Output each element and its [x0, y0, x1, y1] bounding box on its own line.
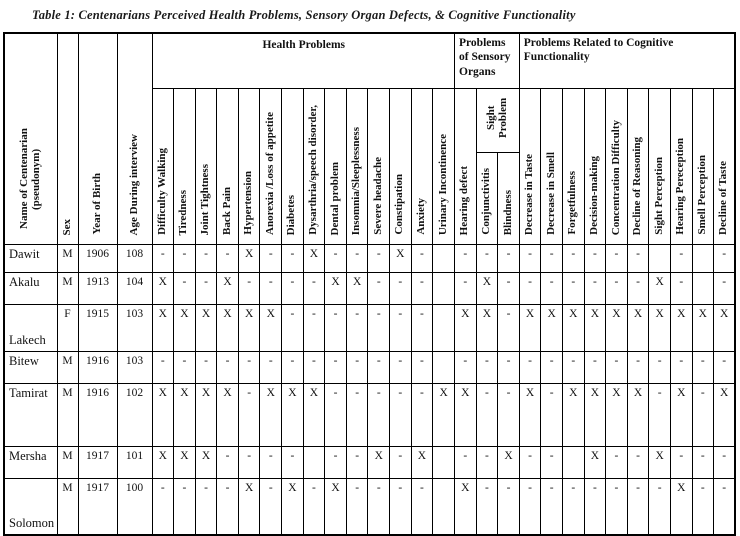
- name-cell: Solomon: [4, 479, 57, 535]
- mark-cell: -: [714, 245, 736, 273]
- mark-cell: X: [238, 245, 260, 273]
- mark-cell: -: [282, 273, 304, 305]
- mark-cell: X: [519, 305, 541, 352]
- mark-cell: -: [692, 384, 714, 447]
- mark-cell: -: [714, 447, 736, 479]
- age-cell: 108: [117, 245, 152, 273]
- mark-cell: X: [411, 447, 433, 479]
- mark-cell: -: [519, 447, 541, 479]
- table-row-dawit: [4, 245, 735, 273]
- mark-cell: -: [260, 479, 282, 535]
- age-cell: 103: [117, 352, 152, 384]
- mark-cell: -: [346, 479, 368, 535]
- mark-cell: [433, 352, 455, 384]
- mark-cell: -: [282, 447, 304, 479]
- sex-cell: F: [57, 305, 78, 352]
- mark-cell: -: [584, 352, 606, 384]
- mark-cell: -: [174, 273, 196, 305]
- mark-cell: -: [714, 479, 736, 535]
- mark-cell: -: [368, 384, 390, 447]
- mark-cell: X: [606, 305, 628, 352]
- mark-cell: X: [325, 479, 347, 535]
- group-header-row: [4, 33, 735, 89]
- column-header-constipation: Constipation: [390, 89, 412, 245]
- mark-cell: X: [238, 305, 260, 352]
- mark-cell: -: [584, 273, 606, 305]
- mark-cell: X: [692, 305, 714, 352]
- mark-cell: -: [627, 479, 649, 535]
- column-header-concentration-difficulty: Concentration Difficulty: [606, 89, 628, 245]
- mark-cell: X: [152, 384, 174, 447]
- mark-cell: -: [325, 305, 347, 352]
- mark-cell: -: [411, 245, 433, 273]
- mark-cell: -: [217, 447, 239, 479]
- sex-cell: M: [57, 479, 78, 535]
- mark-cell: -: [627, 273, 649, 305]
- mark-cell: -: [368, 273, 390, 305]
- mark-cell: X: [152, 273, 174, 305]
- mark-cell: -: [152, 245, 174, 273]
- mark-cell: X: [303, 245, 325, 273]
- mark-cell: -: [368, 305, 390, 352]
- mark-cell: X: [476, 273, 498, 305]
- column-header-difficulty-walking: Difficulty Walking: [152, 89, 174, 245]
- mark-cell: -: [282, 305, 304, 352]
- column-header-hearing-pereception: Hearing Pereception: [670, 89, 692, 245]
- column-header-conjunctivitis: Conjunctivitis: [476, 153, 498, 245]
- mark-cell: -: [606, 447, 628, 479]
- mark-cell: X: [541, 305, 563, 352]
- mark-cell: -: [455, 352, 477, 384]
- column-header-anorexia-loss-of-appetite: Anorexia /Loss of appetite: [260, 89, 282, 245]
- column-header-joint-tightness: Joint Tightness: [195, 89, 217, 245]
- mark-cell: -: [303, 305, 325, 352]
- column-header-decision-making: Decision-making: [584, 89, 606, 245]
- column-header-dental-problem: Dental problem: [325, 89, 347, 245]
- mark-cell: -: [692, 352, 714, 384]
- mark-cell: -: [649, 352, 671, 384]
- mark-cell: -: [282, 245, 304, 273]
- mark-cell: -: [411, 479, 433, 535]
- mark-cell: X: [346, 273, 368, 305]
- table-row-tamirat: [4, 384, 735, 447]
- mark-cell: [303, 447, 325, 479]
- column-header-hearing-defect: Hearing defect: [455, 89, 477, 245]
- mark-cell: -: [346, 447, 368, 479]
- mark-cell: -: [390, 305, 412, 352]
- mark-cell: -: [714, 273, 736, 305]
- table-row-akalu: [4, 273, 735, 305]
- group-header-health-problems: Health Problems: [152, 33, 455, 89]
- column-header-insomnia-sleeplessness: Insomnia/Sleeplessness: [346, 89, 368, 245]
- mark-cell: X: [217, 273, 239, 305]
- column-header-anxiety: Anxiety: [411, 89, 433, 245]
- mark-cell: X: [325, 273, 347, 305]
- year-of-birth-cell: 1913: [78, 273, 117, 305]
- mark-cell: -: [541, 273, 563, 305]
- mark-cell: [562, 447, 584, 479]
- mark-cell: -: [411, 352, 433, 384]
- mark-cell: -: [692, 479, 714, 535]
- column-header-sight-perception: Sight Perception: [649, 89, 671, 245]
- mark-cell: -: [195, 273, 217, 305]
- age-cell: 101: [117, 447, 152, 479]
- mark-cell: [649, 245, 671, 273]
- mark-cell: -: [368, 245, 390, 273]
- mark-cell: X: [562, 305, 584, 352]
- mark-cell: X: [174, 384, 196, 447]
- mark-cell: -: [390, 352, 412, 384]
- mark-cell: X: [498, 447, 520, 479]
- mark-cell: -: [346, 352, 368, 384]
- column-header-tiredness: Tiredness: [174, 89, 196, 245]
- column-header-age-during-interview: Age During interview: [117, 33, 152, 245]
- mark-cell: -: [670, 447, 692, 479]
- column-header-urinary-incontinence: Urinary Incontinence: [433, 89, 455, 245]
- mark-cell: -: [217, 245, 239, 273]
- mark-cell: -: [260, 352, 282, 384]
- name-cell: Dawit: [4, 245, 57, 273]
- mark-cell: X: [714, 384, 736, 447]
- mark-cell: -: [606, 273, 628, 305]
- mark-cell: -: [346, 245, 368, 273]
- column-header-decrease-in-taste: Decrease in Taste: [519, 89, 541, 245]
- mark-cell: -: [195, 245, 217, 273]
- mark-cell: -: [217, 352, 239, 384]
- mark-cell: -: [303, 273, 325, 305]
- mark-cell: X: [390, 245, 412, 273]
- group-header-cognitive-functionality: Problems Related to Cognitive Functionality: [519, 33, 735, 89]
- mark-cell: -: [606, 479, 628, 535]
- age-cell: 104: [117, 273, 152, 305]
- mark-cell: -: [303, 479, 325, 535]
- mark-cell: -: [303, 352, 325, 384]
- mark-cell: -: [498, 479, 520, 535]
- mark-cell: -: [627, 352, 649, 384]
- column-header-back-pain: Back Pain: [217, 89, 239, 245]
- mark-cell: X: [433, 384, 455, 447]
- mark-cell: -: [498, 384, 520, 447]
- mark-cell: -: [476, 447, 498, 479]
- column-header-blindness: Blindness: [498, 153, 520, 245]
- sex-cell: M: [57, 384, 78, 447]
- mark-cell: -: [541, 352, 563, 384]
- year-of-birth-cell: 1915: [78, 305, 117, 352]
- column-header-dysarthria-speech-disorder: Dysarthria/speech disorder,: [303, 89, 325, 245]
- mark-cell: -: [152, 352, 174, 384]
- mark-cell: -: [519, 245, 541, 273]
- table-row-solomon: [4, 479, 735, 535]
- age-cell: 102: [117, 384, 152, 447]
- column-header-diabetes: Diabetes: [282, 89, 304, 245]
- mark-cell: X: [174, 447, 196, 479]
- mark-cell: [433, 245, 455, 273]
- mark-cell: -: [649, 479, 671, 535]
- mark-cell: X: [670, 479, 692, 535]
- age-cell: 103: [117, 305, 152, 352]
- name-cell: Tamirat: [4, 384, 57, 447]
- mark-cell: X: [217, 384, 239, 447]
- mark-cell: -: [325, 352, 347, 384]
- mark-cell: X: [562, 384, 584, 447]
- name-cell: Akalu: [4, 273, 57, 305]
- mark-cell: -: [498, 245, 520, 273]
- mark-cell: -: [627, 447, 649, 479]
- year-of-birth-cell: 1906: [78, 245, 117, 273]
- mark-cell: X: [238, 479, 260, 535]
- mark-cell: X: [714, 305, 736, 352]
- column-header-decline-of-taste: Decline of Taste: [714, 89, 736, 245]
- mark-cell: -: [238, 447, 260, 479]
- mark-cell: -: [562, 479, 584, 535]
- mark-cell: -: [411, 305, 433, 352]
- mark-cell: -: [476, 479, 498, 535]
- mark-cell: -: [562, 245, 584, 273]
- mark-cell: -: [174, 352, 196, 384]
- mark-cell: X: [649, 273, 671, 305]
- table-row-bitew: [4, 352, 735, 384]
- mark-cell: -: [238, 352, 260, 384]
- mark-cell: -: [174, 479, 196, 535]
- mark-cell: -: [282, 352, 304, 384]
- mark-cell: X: [455, 479, 477, 535]
- name-cell: Lakech: [4, 305, 57, 352]
- mark-cell: -: [390, 273, 412, 305]
- mark-cell: X: [303, 384, 325, 447]
- mark-cell: -: [455, 273, 477, 305]
- mark-cell: -: [238, 384, 260, 447]
- column-header-decrease-in-smell: Decrease in Smell: [541, 89, 563, 245]
- mark-cell: [692, 245, 714, 273]
- mark-cell: -: [455, 245, 477, 273]
- mark-cell: -: [670, 273, 692, 305]
- mark-cell: X: [670, 384, 692, 447]
- mark-cell: -: [346, 384, 368, 447]
- mark-cell: -: [541, 245, 563, 273]
- mark-cell: X: [670, 305, 692, 352]
- mark-cell: -: [498, 305, 520, 352]
- mark-cell: [433, 305, 455, 352]
- mark-cell: -: [390, 447, 412, 479]
- column-header-smell-perception: Smell Perception: [692, 89, 714, 245]
- mark-cell: X: [649, 305, 671, 352]
- mark-cell: -: [325, 245, 347, 273]
- year-of-birth-cell: 1916: [78, 352, 117, 384]
- mark-cell: -: [455, 447, 477, 479]
- sex-cell: M: [57, 352, 78, 384]
- mark-cell: -: [195, 479, 217, 535]
- mark-cell: -: [519, 273, 541, 305]
- mark-cell: -: [670, 245, 692, 273]
- year-of-birth-cell: 1917: [78, 447, 117, 479]
- mark-cell: X: [195, 305, 217, 352]
- mark-cell: -: [562, 352, 584, 384]
- sex-cell: M: [57, 273, 78, 305]
- mark-cell: X: [152, 305, 174, 352]
- mark-cell: X: [476, 305, 498, 352]
- mark-cell: X: [217, 305, 239, 352]
- mark-cell: X: [584, 447, 606, 479]
- column-header-forgetfulness: Forgetfulness: [562, 89, 584, 245]
- mark-cell: [692, 273, 714, 305]
- mark-cell: -: [238, 273, 260, 305]
- name-cell: Bitew: [4, 352, 57, 384]
- centenarians-table: [3, 32, 736, 536]
- mark-cell: -: [627, 245, 649, 273]
- mark-cell: -: [195, 352, 217, 384]
- mark-cell: -: [498, 352, 520, 384]
- mark-cell: X: [282, 384, 304, 447]
- mark-cell: X: [584, 384, 606, 447]
- table-title: Table 1: Centenarians Perceived Health Problems, Sensory Organ Defects, & Cognitive Functionality: [32, 8, 576, 22]
- age-cell: 100: [117, 479, 152, 535]
- mark-cell: X: [368, 447, 390, 479]
- mark-cell: -: [714, 352, 736, 384]
- table-row-lakech: [4, 305, 735, 352]
- mark-cell: X: [260, 305, 282, 352]
- mark-cell: -: [260, 273, 282, 305]
- mark-cell: [433, 479, 455, 535]
- mark-cell: X: [152, 447, 174, 479]
- mark-cell: [433, 273, 455, 305]
- sex-cell: M: [57, 447, 78, 479]
- mark-cell: -: [692, 447, 714, 479]
- mark-cell: -: [390, 384, 412, 447]
- mark-cell: X: [606, 384, 628, 447]
- name-cell: Mersha: [4, 447, 57, 479]
- column-header-severe-headache: Severe headache: [368, 89, 390, 245]
- mark-cell: -: [152, 479, 174, 535]
- mark-cell: [433, 447, 455, 479]
- mark-cell: -: [411, 273, 433, 305]
- mark-cell: -: [498, 273, 520, 305]
- mark-cell: -: [217, 479, 239, 535]
- mark-cell: -: [260, 447, 282, 479]
- mark-cell: X: [584, 305, 606, 352]
- column-header-hypertension: Hypertension: [238, 89, 260, 245]
- mark-cell: -: [174, 245, 196, 273]
- mark-cell: X: [649, 447, 671, 479]
- mark-cell: X: [195, 384, 217, 447]
- year-of-birth-cell: 1916: [78, 384, 117, 447]
- column-header-name-of-centenarian: Name of Centenarian (pseudonym): [4, 33, 57, 245]
- mark-cell: -: [541, 384, 563, 447]
- mark-cell: X: [627, 305, 649, 352]
- mark-cell: -: [476, 245, 498, 273]
- mark-cell: X: [174, 305, 196, 352]
- mark-cell: -: [368, 479, 390, 535]
- mark-cell: -: [368, 352, 390, 384]
- mark-cell: X: [455, 384, 477, 447]
- mark-cell: X: [282, 479, 304, 535]
- mark-cell: -: [519, 479, 541, 535]
- mark-cell: -: [584, 479, 606, 535]
- mark-cell: -: [670, 352, 692, 384]
- mark-cell: -: [476, 384, 498, 447]
- mark-cell: -: [519, 352, 541, 384]
- mark-cell: -: [476, 352, 498, 384]
- column-header-sex: Sex: [57, 33, 78, 245]
- column-header-sight-problem: Sight Problem: [476, 89, 519, 153]
- mark-cell: X: [195, 447, 217, 479]
- mark-cell: -: [260, 245, 282, 273]
- mark-cell: -: [541, 479, 563, 535]
- mark-cell: X: [519, 384, 541, 447]
- table-row-mersha: [4, 447, 735, 479]
- mark-cell: X: [260, 384, 282, 447]
- mark-cell: -: [584, 245, 606, 273]
- mark-cell: X: [455, 305, 477, 352]
- sex-cell: M: [57, 245, 78, 273]
- mark-cell: X: [627, 384, 649, 447]
- group-header-sensory-organs: Problems of Sensory Organs: [455, 33, 520, 89]
- mark-cell: -: [606, 245, 628, 273]
- mark-cell: -: [562, 273, 584, 305]
- mark-cell: -: [411, 384, 433, 447]
- mark-cell: -: [325, 447, 347, 479]
- mark-cell: -: [606, 352, 628, 384]
- mark-cell: -: [541, 447, 563, 479]
- mark-cell: -: [649, 384, 671, 447]
- column-header-decline-of-reasoning: Decline of Reasoning: [627, 89, 649, 245]
- mark-cell: -: [325, 384, 347, 447]
- year-of-birth-cell: 1917: [78, 479, 117, 535]
- mark-cell: -: [346, 305, 368, 352]
- mark-cell: -: [390, 479, 412, 535]
- column-header-year-of-birth: Year of Birth: [78, 33, 117, 245]
